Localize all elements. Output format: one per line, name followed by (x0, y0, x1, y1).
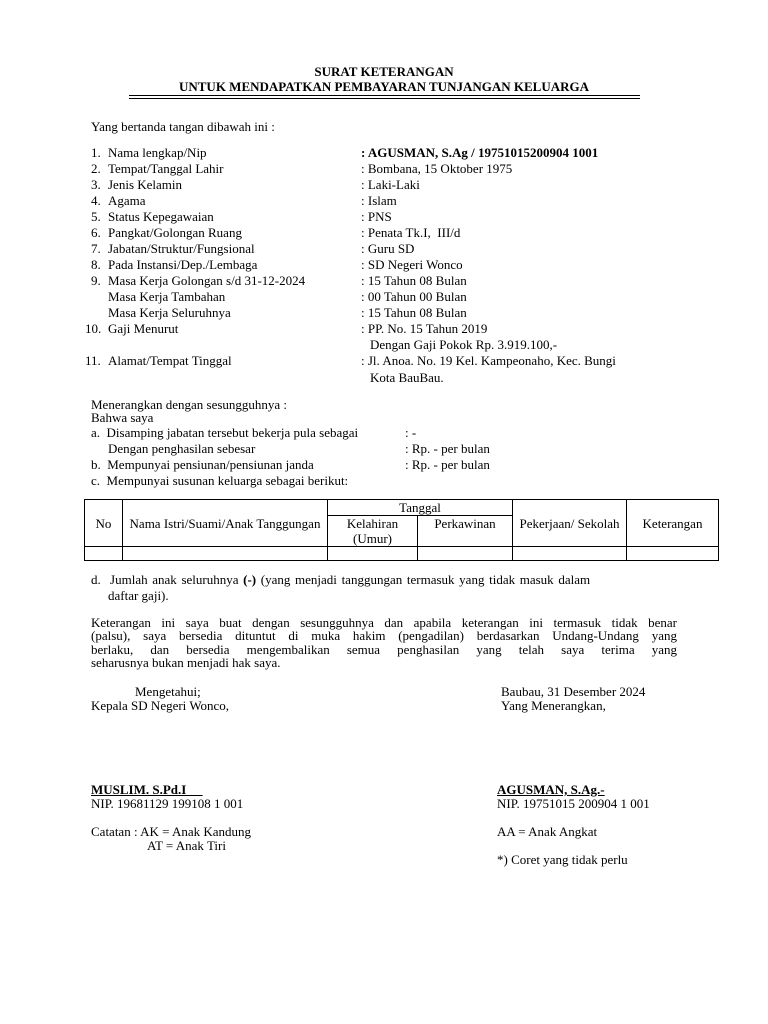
col-tanggal-header: Tanggal (328, 500, 513, 516)
intro-text: Yang bertanda tangan dibawah ini : (91, 119, 275, 134)
signature-left-name: MUSLIM. S.Pd.I (91, 782, 203, 797)
field-no: 2. (91, 161, 101, 176)
document-subtitle: UNTUK MENDAPATKAN PEMBAYARAN TUNJANGAN KELUARGA (178, 79, 589, 94)
table-header-row (85, 500, 719, 516)
signature-right-line2: Yang Menerangkan, (501, 698, 606, 713)
declaration-item-a2: Dengan penghasilan sebesar (108, 441, 256, 456)
field-no: 5. (91, 209, 101, 224)
col-nama-header: Nama Istri/Suami/Anak Tanggungan (123, 500, 328, 547)
field-no: 9. (91, 273, 101, 288)
field-label: Tempat/Tanggal Lahir (108, 161, 224, 176)
item-d-line1 (91, 572, 677, 587)
field-no: 4. (91, 193, 101, 208)
field-value: : Guru SD (361, 241, 415, 256)
field-no: 1. (91, 145, 101, 160)
statement-line-1: Keterangan ini saya buat dengan sesungguhnya dan apabila keterangan ini termasuk tidak benar (91, 615, 677, 630)
declaration-item-a: a. Disamping jabatan tersebut bekerja pula sebagai (91, 425, 359, 440)
field-value: : Islam (361, 193, 397, 208)
field-value: : 15 Tahun 08 Bulan (361, 273, 467, 288)
field-value: Dengan Gaji Pokok Rp. 3.919.100,- (370, 337, 558, 352)
field-label: Masa Kerja Tambahan (108, 289, 226, 304)
field-value-name: : AGUSMAN, S.Ag / 19751015200904 1001 (361, 145, 599, 160)
signature-left-line2: Kepala SD Negeri Wonco, (91, 698, 230, 713)
note-aa: AA = Anak Angkat (497, 824, 598, 839)
note-catatan: Catatan : AK = Anak Kandung (91, 824, 252, 839)
statement-line-2: (palsu), saya bersedia dituntut di muka hakim (pengadilan) berdasarkan Undang-Undang yang (91, 628, 677, 643)
signature-right-date: Baubau, 31 Desember 2024 (501, 684, 646, 699)
field-no: 11. (85, 353, 101, 368)
declaration-item-c: c. Mempunyai susunan keluarga sebagai berikut: (91, 473, 349, 488)
field-label: Nama lengkap/Nip (108, 145, 207, 160)
declaration-item-a-value: : - (405, 425, 417, 440)
field-value: : Bombana, 15 Oktober 1975 (361, 161, 513, 176)
item-d-count: (-) (243, 572, 257, 587)
field-value: : Laki-Laki (361, 177, 420, 192)
field-value: : 00 Tahun 00 Bulan (361, 289, 467, 304)
family-table (84, 499, 719, 561)
signature-right-name: AGUSMAN, S.Ag.- (497, 782, 605, 797)
field-value: : Penata Tk.I, III/d (361, 225, 461, 240)
declaration-item-b: b. Mempunyai pensiunan/pensiunan janda (91, 457, 314, 472)
field-label: Alamat/Tempat Tinggal (108, 353, 232, 368)
statement-line-4: seharusnya bukan menjadi hak saya. (91, 655, 281, 670)
col-keterangan-header: Keterangan (627, 500, 719, 547)
item-d-text-start: d. Jumlah anak seluruhnya (91, 572, 244, 587)
title-rule-bottom (129, 98, 640, 99)
statement-line-3: berlaku, dan bersedia mengembalikan semua penghasilan yang telah saya terima yang (91, 642, 677, 657)
field-value: : Jl. Anoa. No. 19 Kel. Kampeonaho, Kec. Bungi (361, 353, 616, 368)
declaration-heading: Menerangkan dengan sesungguhnya : (91, 397, 288, 412)
field-no: 3. (91, 177, 101, 192)
field-no: 8. (91, 257, 101, 272)
declaration-item-a2-value: : Rp. - per bulan (405, 441, 490, 456)
item-d-text-end: (yang menjadi tanggungan termasuk yang tidak masuk dalam (256, 572, 591, 587)
col-no-header: No (85, 500, 123, 547)
declaration-item-b-value: : Rp. - per bulan (405, 457, 490, 472)
field-label: Masa Kerja Seluruhnya (108, 305, 231, 320)
field-no: 6. (91, 225, 101, 240)
field-value: : 15 Tahun 08 Bulan (361, 305, 467, 320)
field-no: 10. (85, 321, 102, 336)
field-label: Jabatan/Struktur/Fungsional (108, 241, 255, 256)
field-label: Gaji Menurut (108, 321, 179, 336)
col-kelahiran-header: Kelahiran (Umur) (328, 516, 418, 547)
field-value: : PNS (361, 209, 392, 224)
table-row (85, 547, 719, 561)
field-label: Status Kepegawaian (108, 209, 214, 224)
document-title: SURAT KETERANGAN (314, 64, 454, 79)
title-rule-top (129, 95, 640, 96)
field-no: 7. (91, 241, 101, 256)
field-value: : PP. No. 15 Tahun 2019 (361, 321, 488, 336)
field-value: : SD Negeri Wonco (361, 257, 463, 272)
field-label: Jenis Kelamin (108, 177, 183, 192)
col-pekerjaan-header: Pekerjaan/ Sekolah (513, 500, 627, 547)
field-label: Pada Instansi/Dep./Lembaga (108, 257, 258, 272)
col-perkawinan-header: Perkawinan (418, 516, 513, 547)
field-label: Agama (108, 193, 146, 208)
field-label: Pangkat/Golongan Ruang (108, 225, 242, 240)
signature-right-nip: NIP. 19751015 200904 1 001 (497, 796, 650, 811)
field-value: Kota BauBau. (370, 370, 444, 385)
note-coret: *) Coret yang tidak perlu (497, 852, 628, 867)
item-d-line2: daftar gaji). (108, 588, 169, 603)
declaration-sub: Bahwa saya (91, 410, 154, 425)
field-label: Masa Kerja Golongan s/d 31-12-2024 (108, 273, 306, 288)
signature-left-nip: NIP. 19681129 199108 1 001 (91, 796, 244, 811)
signature-left-line1: Mengetahui; (135, 684, 201, 699)
note-at: AT = Anak Tiri (147, 838, 226, 853)
